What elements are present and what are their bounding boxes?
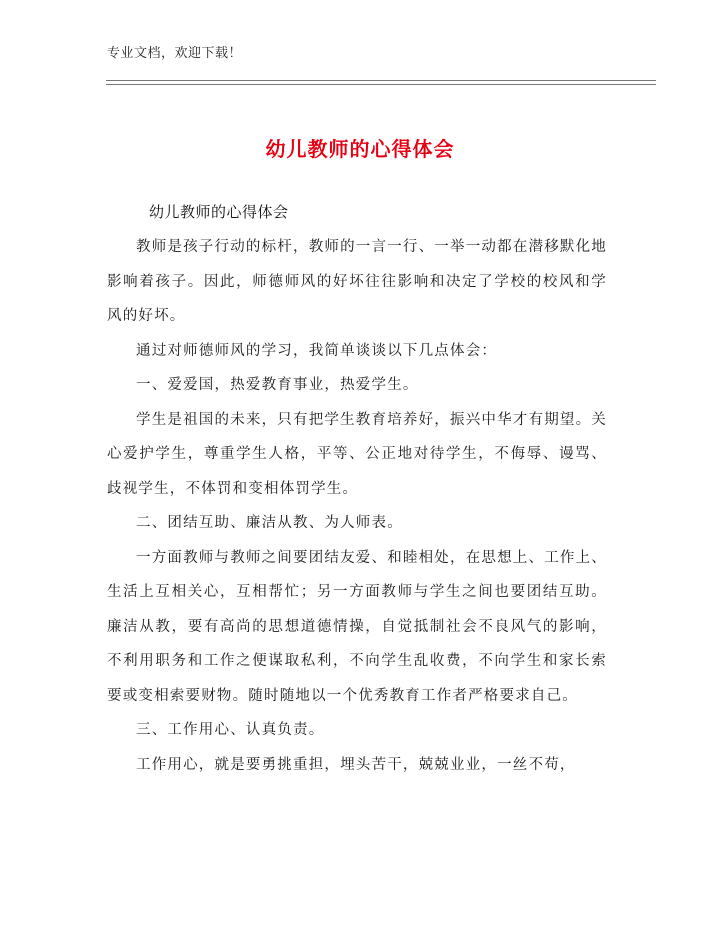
- page-header-text: 专业文档，欢迎下载！: [107, 46, 243, 61]
- paragraph: 工作用心，就是要勇挑重担，埋头苦干，兢兢业业，一丝不苟，: [136, 756, 576, 773]
- paragraph-heading: 一、爱爱国，热爱教育事业，热爱学生。: [136, 377, 419, 393]
- document-title: 幼儿教师的心得体会: [265, 137, 455, 161]
- paragraph: 学生是祖国的未来，只有把学生教育培养好，振兴中华才有期望。关心爱护学生，尊重学生人格，平等、公正地对待学生，不侮辱、谩骂、歧视学生，不体罚和变相体罚学生。: [107, 411, 607, 497]
- paragraph-heading: 二、团结互助、廉洁从教、为人师表。: [136, 515, 403, 531]
- paragraph: 教师是孩子行动的标杆，教师的一言一行、一举一动都在潜移默化地影响着孩子。因此，师德师风的好坏往往影响和决定了学校的校风和学风的好坏。: [107, 239, 607, 324]
- document-subtitle: 幼儿教师的心得体会: [149, 203, 289, 221]
- paragraph: 一方面教师与教师之间要团结友爱、和睦相处，在思想上、工作上、生活上互相关心，互相帮忙；另一方面教师与学生之间也要团结互助。廉洁从教，要有高尚的思想道德情操，自觉抵制社会不良风气的影响，不利用职务和工作之便谋取私利，不向学生乱收费，不向学生和家长索要或变相索要财物。随时随地以一个优秀教育工作者严格要求自己。: [107, 549, 607, 704]
- paragraph-heading: 三、工作用心、认真负责。: [136, 722, 325, 738]
- paragraph: 通过对师德师风的学习，我简单谈谈以下几点体会：: [136, 342, 498, 359]
- header-divider-top: [106, 80, 656, 81]
- header-divider-bottom: [106, 84, 656, 85]
- document-body: [107, 230, 607, 782]
